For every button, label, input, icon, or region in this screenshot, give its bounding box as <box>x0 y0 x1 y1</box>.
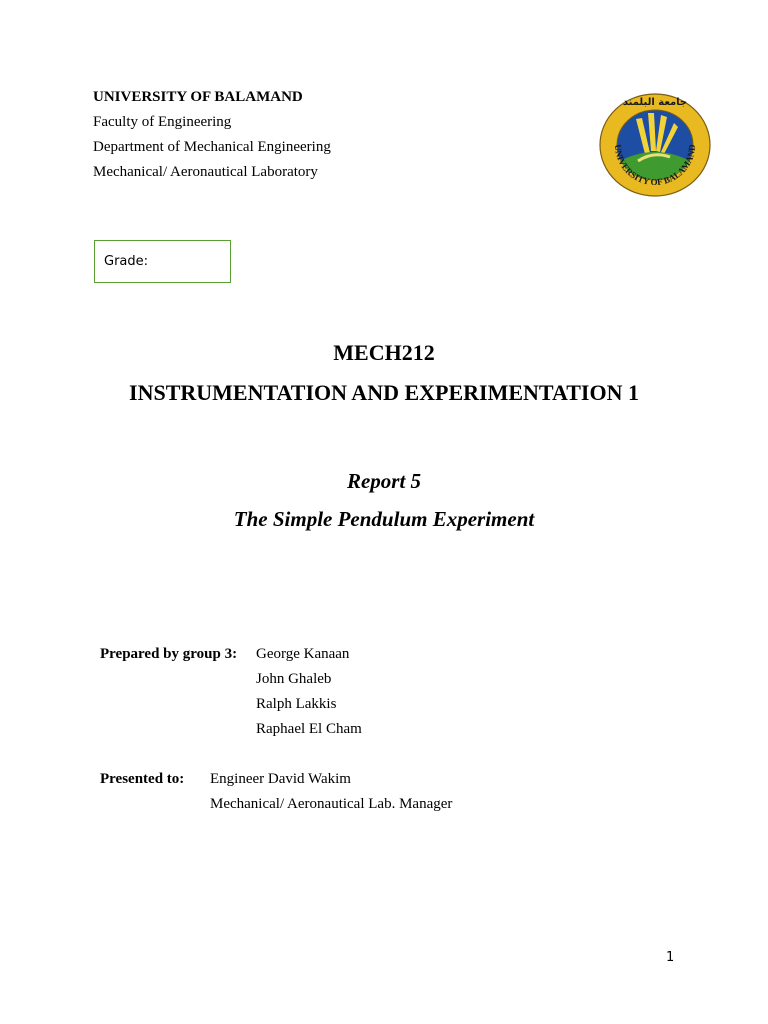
course-code: MECH212 <box>333 340 435 365</box>
prepared-by-label: Prepared by group 3: <box>100 646 238 662</box>
grade-label: Grade: <box>104 254 149 269</box>
department-name: Department of Mechanical Engineering <box>93 139 331 155</box>
page-number: 1 <box>666 950 675 965</box>
report-title: The Simple Pendulum Experiment <box>233 507 535 531</box>
report-number: Report 5 <box>346 469 422 493</box>
presenter-role: Mechanical/ Aeronautical Lab. Manager <box>210 796 453 812</box>
lab-name: Mechanical/ Aeronautical Laboratory <box>93 164 318 180</box>
university-name: UNIVERSITY OF BALAMAND <box>93 89 303 105</box>
seal-ring-text: UNIVERSITY OF BALAMAND <box>612 144 698 188</box>
member-name: Ralph Lakkis <box>256 696 337 712</box>
presented-to-label: Presented to: <box>100 771 185 787</box>
member-name: George Kanaan <box>256 646 350 662</box>
university-seal-icon <box>598 91 712 199</box>
faculty-name: Faculty of Engineering <box>93 114 232 130</box>
member-name: John Ghaleb <box>256 671 332 687</box>
seal-arabic-text: جامعة البلمند <box>622 97 688 108</box>
member-name: Raphael El Cham <box>256 721 362 737</box>
presenter-name: Engineer David Wakim <box>210 771 351 787</box>
course-title: INSTRUMENTATION AND EXPERIMENTATION 1 <box>129 380 639 405</box>
grade-box <box>94 240 231 283</box>
